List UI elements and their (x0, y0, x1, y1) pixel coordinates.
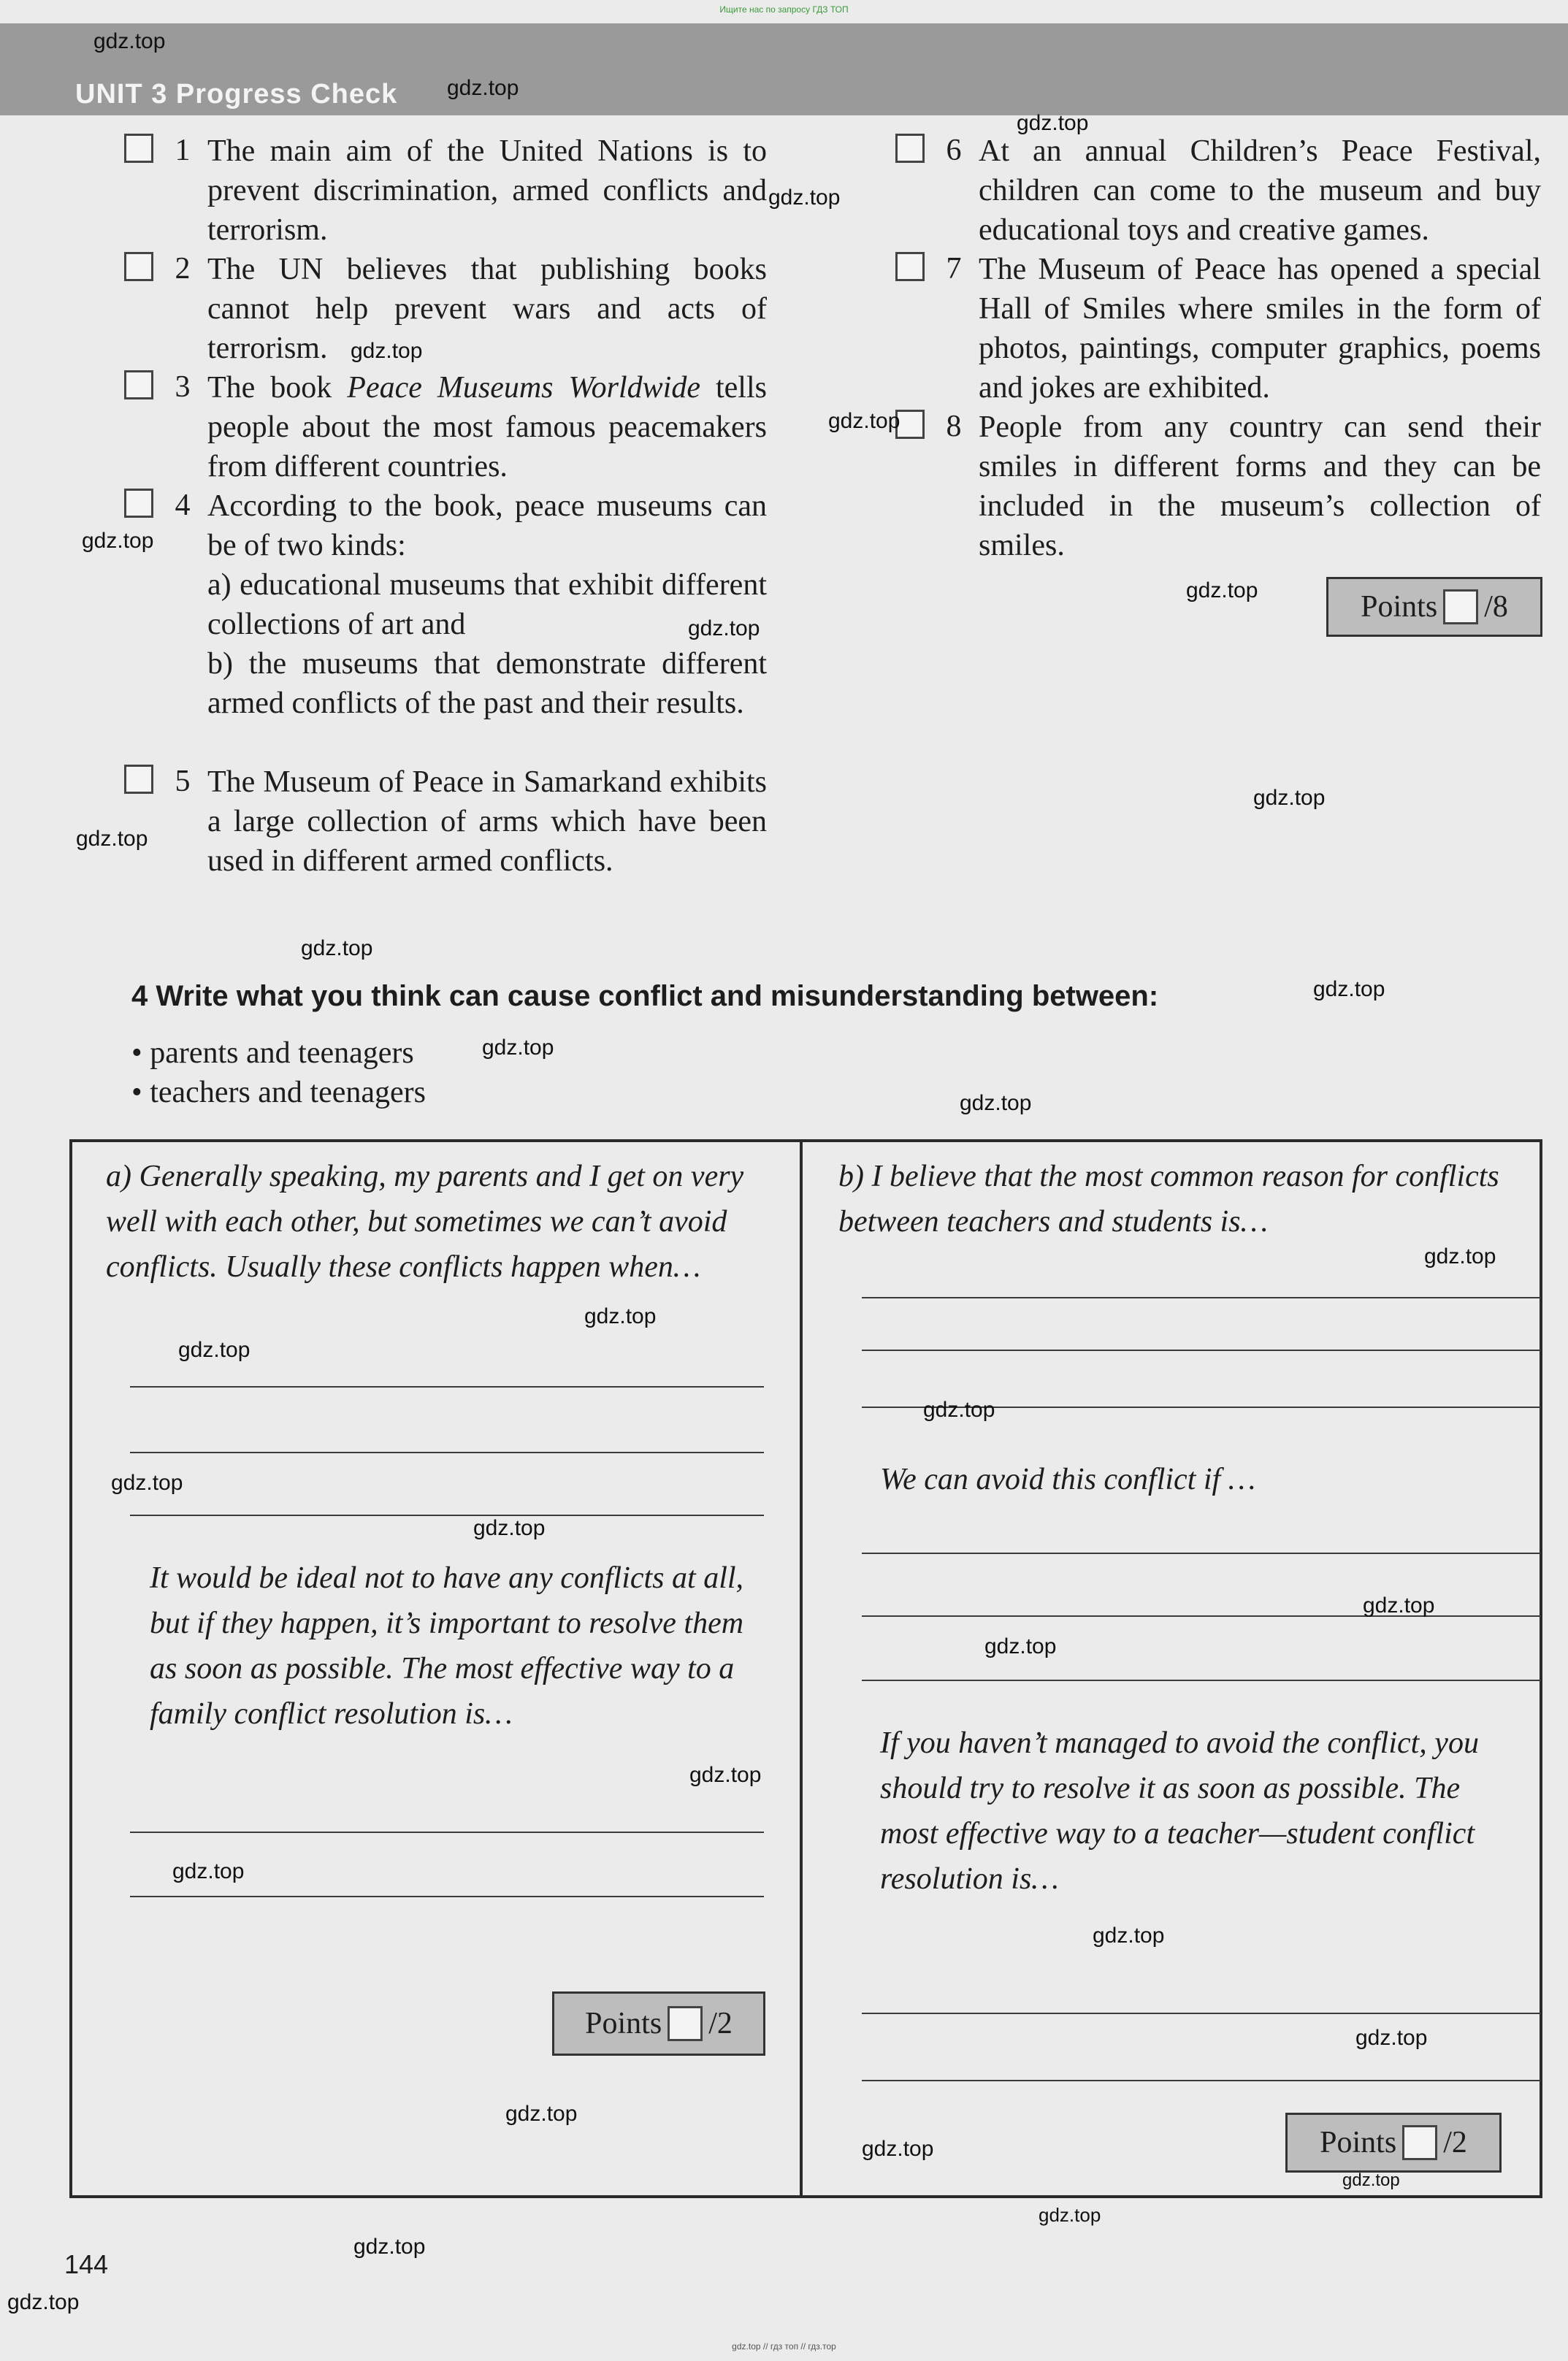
points-max: /2 (1443, 2126, 1467, 2159)
points-input[interactable] (1402, 2125, 1437, 2160)
watermark: gdz.top (172, 1859, 245, 1883)
statement-number: 5 (175, 765, 191, 798)
points-input[interactable] (668, 2006, 703, 2041)
answer-line[interactable] (862, 1297, 1541, 1298)
answer-line[interactable] (862, 2080, 1541, 2081)
bottom-note: gdz.top // гдз топ // гдз.тор (732, 2341, 836, 2352)
points-box-a (552, 1991, 765, 2056)
watermark: gdz.top (111, 1471, 183, 1495)
bullet-text: teachers and teenagers (150, 1076, 426, 1109)
bullet-text: parents and teenagers (150, 1036, 414, 1070)
watermark: gdz.top (584, 1304, 657, 1328)
answer-line[interactable] (862, 2013, 1541, 2014)
prompt-b-2: We can avoid this conflict if … (880, 1463, 1256, 1496)
task-4-heading: 4 Write what you think can cause conflict and misunderstanding between: (131, 980, 1159, 1012)
statement-4-option-a: a) educational museums that exhibit different collections of art and (207, 568, 767, 641)
watermark: gdz.top (1039, 2204, 1101, 2226)
prompt-b-3: If you haven’t managed to avoid the conflict, you should try to resolve it as soon as possible. The most effective way to a teacher—student conflict resolution is… (880, 1726, 1479, 1896)
watermark: gdz.top (768, 185, 841, 210)
statement-number: 1 (175, 134, 191, 167)
points-max: /2 (708, 2007, 733, 2040)
answer-checkbox-7[interactable] (895, 252, 925, 281)
prompt-a-1: a) Generally speaking, my parents and I get on very well with each other, but sometimes we can’t avoid conflicts. Usually these conflicts happen when… (106, 1160, 744, 1284)
statement-3 (207, 368, 767, 486)
watermark: gdz.top (1186, 578, 1258, 602)
answer-line[interactable] (130, 1896, 764, 1897)
watermark: gdz.top (688, 616, 760, 640)
watermark: gdz.top (82, 529, 154, 553)
answer-checkbox-4[interactable] (124, 489, 153, 518)
watermark: gdz.top (960, 1091, 1032, 1115)
answer-checkbox-2[interactable] (124, 252, 153, 281)
prompt-b-1: b) I believe that the most common reason for conflicts between teachers and students is… (838, 1160, 1499, 1239)
answer-line[interactable] (130, 1515, 764, 1516)
watermark: gdz.top (447, 76, 519, 100)
answer-checkbox-1[interactable] (124, 134, 153, 163)
answer-checkbox-5[interactable] (124, 765, 153, 794)
bullet-item (131, 1075, 426, 1110)
statement-7: The Museum of Peace has opened a special Hall of Smiles where smiles in the form of photos, paintings, computer graphics, poems and jokes are exhibited. (979, 253, 1541, 405)
statement-number: 6 (946, 134, 962, 167)
watermark: gdz.top (7, 2290, 80, 2314)
points-max: /8 (1484, 590, 1508, 624)
answer-line[interactable] (862, 1615, 1541, 1617)
statement-3-text: The book (207, 371, 348, 405)
watermark: gdz.top (351, 339, 423, 363)
points-label: Points (1361, 590, 1438, 624)
points-input[interactable] (1443, 589, 1478, 624)
statement-3-text-end: tells people about the most famous peacemakers from different countries. (207, 371, 767, 483)
points-box-task3 (1326, 577, 1542, 637)
unit-title: UNIT 3 Progress Check (75, 79, 398, 110)
watermark: gdz.top (505, 2102, 578, 2126)
watermark: gdz.top (76, 827, 148, 851)
watermark: gdz.top (482, 1036, 554, 1060)
watermark: gdz.top (1313, 977, 1385, 1001)
statement-number: 2 (175, 252, 191, 286)
watermark: gdz.top (1342, 2170, 1400, 2190)
statement-number: 8 (946, 410, 962, 443)
page-number: 144 (64, 2249, 109, 2279)
watermark: gdz.top (353, 2235, 426, 2259)
watermark: gdz.top (1093, 1924, 1165, 1948)
watermark: gdz.top (862, 2137, 934, 2161)
statement-4-option-b: b) the museums that demonstrate different armed conflicts of the past and their results. (207, 647, 767, 720)
points-label: Points (585, 2007, 662, 2040)
answer-line[interactable] (862, 1680, 1541, 1681)
statement-4 (207, 486, 767, 723)
points-label: Points (1320, 2126, 1397, 2159)
answer-line[interactable] (130, 1386, 764, 1388)
prompt-a-2: It would be ideal not to have any conflicts at all, but if they happen, it’s important to resolve them as soon as possible. The most effective way to a family conflict resolution is… (150, 1561, 744, 1731)
watermark: gdz.top (473, 1516, 546, 1540)
statement-number: 7 (946, 252, 962, 286)
watermark: gdz.top (1355, 2026, 1428, 2050)
answer-line[interactable] (130, 1452, 764, 1453)
answer-checkbox-3[interactable] (124, 370, 153, 399)
watermark: gdz.top (689, 1763, 762, 1787)
watermark: gdz.top (984, 1634, 1057, 1658)
statement-4-intro: According to the book, peace museums can be of two kinds: (207, 489, 767, 562)
watermark: gdz.top (1424, 1244, 1496, 1268)
top-note: Ищите нас по запросу ГДЗ ТОП (719, 4, 849, 15)
watermark: gdz.top (301, 936, 373, 960)
watermark: gdz.top (923, 1398, 995, 1422)
bullet-icon: • (131, 1036, 150, 1070)
watermark: gdz.top (93, 29, 166, 53)
watermark: gdz.top (1363, 1593, 1435, 1618)
answer-line[interactable] (862, 1350, 1541, 1351)
statement-1: The main aim of the United Nations is to prevent discrimination, armed conflicts and terrorism. (207, 134, 767, 247)
book-title: Peace Museums Worldwide (347, 371, 700, 405)
answer-checkbox-6[interactable] (895, 134, 925, 163)
watermark: gdz.top (1253, 786, 1326, 810)
bullet-item (131, 1036, 414, 1071)
answer-line[interactable] (130, 1832, 764, 1833)
statement-6: At an annual Children’s Peace Festival, children can come to the museum and buy educational toys and creative games. (979, 134, 1541, 247)
bullet-icon: • (131, 1076, 150, 1109)
watermark: gdz.top (1017, 111, 1089, 135)
statement-number: 4 (175, 489, 191, 522)
statement-2: The UN believes that publishing books cannot help prevent wars and acts of terrorism. (207, 253, 767, 365)
points-box-b (1285, 2113, 1502, 2173)
watermark: gdz.top (828, 409, 900, 433)
answer-line[interactable] (862, 1553, 1541, 1554)
statement-5: The Museum of Peace in Samarkand exhibits a large collection of arms which have been used in different armed conflicts. (207, 765, 767, 878)
statement-number: 3 (175, 370, 191, 404)
answer-box-divider (800, 1139, 803, 2198)
statement-8: People from any country can send their smiles in different forms and they can be included in the museum’s collection of smiles. (979, 410, 1541, 562)
watermark: gdz.top (178, 1338, 251, 1362)
